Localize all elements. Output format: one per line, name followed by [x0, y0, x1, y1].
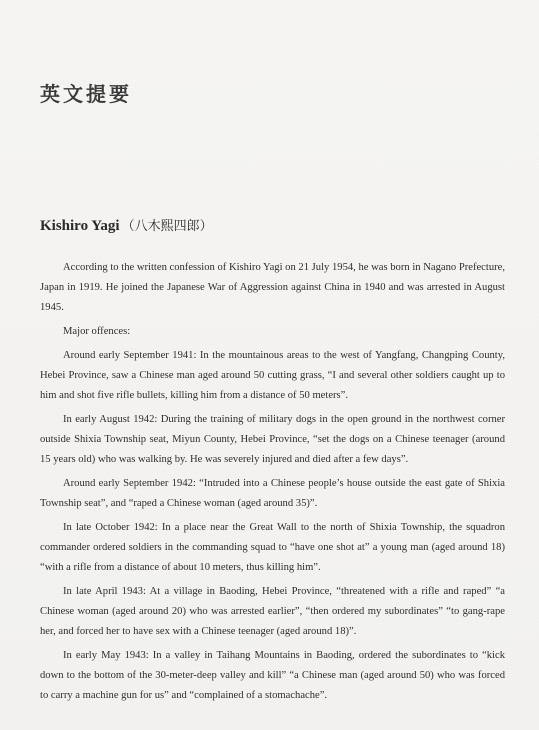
paragraph-offences-label: Major offences:: [63, 326, 131, 337]
paragraph-offence-1941-sep: Around early September 1941: In the mountainous areas to the west of Yangfang, Changping County, Hebei Province, saw a Chinese man aged around 50 cutting grass, “I and several other soldiers caught up to him and shot five rifle bullets, killing him from a distance of 50 meters”.: [40, 350, 505, 401]
body-text: [40, 258, 505, 710]
paragraph-offence-1942-sep: Around early September 1942: “Intruded into a Chinese people’s house outside the east gate of Shixia Township seat”, and “raped a Chinese woman (aged around 35)”.: [40, 478, 505, 509]
paragraph-biography: According to the written confession of Kishiro Yagi on 21 July 1954, he was born in Nagano Prefecture, Japan in 1919. He joined the Japanese War of Aggression against China in 1940 and was arrested in August 1945.: [40, 262, 505, 313]
entry-name-cjk: （八木熙四郎）: [121, 219, 213, 234]
section-heading: 英文提要: [40, 82, 132, 106]
entry-title: [40, 215, 213, 235]
paragraph-offence-1943-apr: In late April 1943: At a village in Baoding, Hebei Province, “threatened with a rifle and raped” “a Chinese woman (aged around 20) who was arrested earlier”, “then ordered my subordinates” “to gang-rape her, and forced her to have sex with a Chinese teenager (aged around 18)”.: [40, 586, 505, 637]
paragraph-offence-1942-oct: In late October 1942: In a place near the Great Wall to the north of Shixia Township, the squadron commander ordered soldiers in the commanding squad to “have one shot at” a young man (aged around 18) “with a rifle from a distance of about 10 meters, thus killing him”.: [40, 522, 505, 573]
paragraph-offence-1943-may: In early May 1943: In a valley in Taihang Mountains in Baoding, ordered the subordinates to “kick down to the bottom of the 30-meter-deep valley and kill” “a Chinese man (aged around 50) who was forced to carry a machine gun for us” and “complained of a stomachache”.: [40, 650, 505, 701]
paragraph-offence-1942-aug: In early August 1942: During the training of military dogs in the open ground in the northwest corner outside Shixia Township seat, Miyun County, Hebei Province, “set the dogs on a Chinese teenager (around 15 years old) who was walking by. He was severely injured and died after a few days”.: [40, 414, 505, 465]
entry-name: Kishiro Yagi: [40, 218, 120, 234]
